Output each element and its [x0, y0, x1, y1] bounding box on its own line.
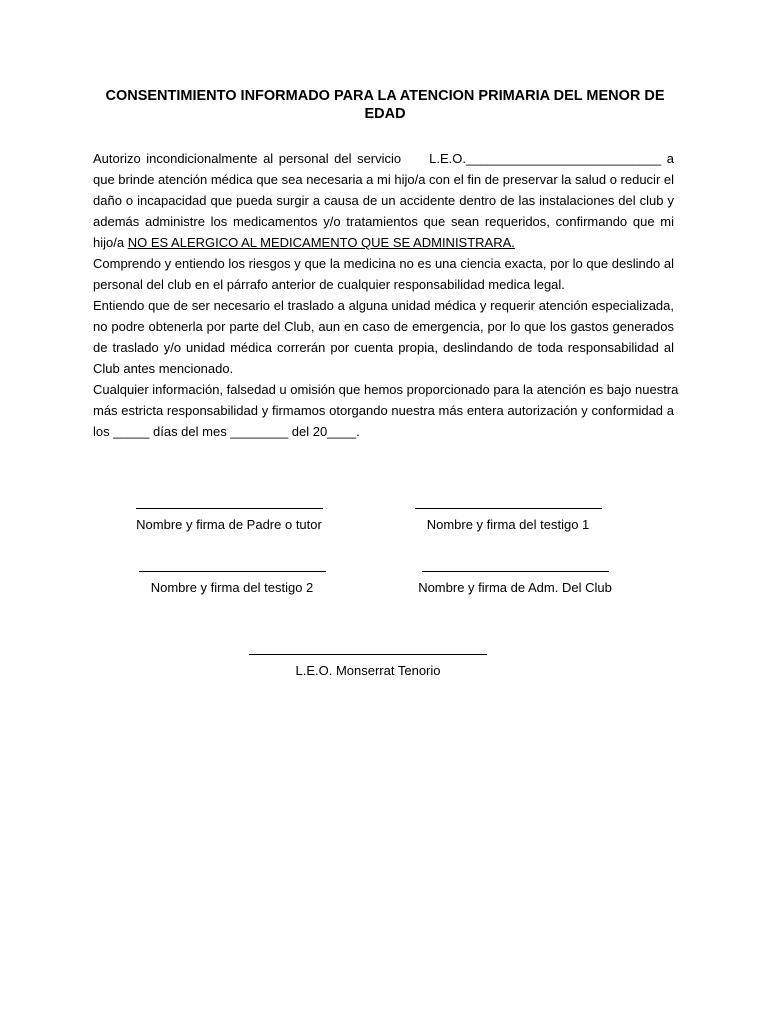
- authorization-line-1-end: a: [666, 151, 674, 166]
- understanding-line-1: Comprendo y entiendo los riesgos y que la medicina no es una ciencia exacta, por lo que deslindo al: [93, 256, 674, 271]
- signature-witness-1: [394, 508, 622, 532]
- authorization-line-5: [93, 232, 674, 253]
- document-body: [93, 148, 679, 442]
- signature-label-parent: Nombre y firma de Padre o tutor: [136, 517, 322, 532]
- authorization-line-5-prefix: hijo/a: [93, 235, 128, 250]
- document-title: CONSENTIMIENTO INFORMADO PARA LA ATENCION PRIMARIA DEL MENOR DE EDAD: [105, 88, 665, 122]
- transfer-line-1: Entiendo que de ser necesario el traslado a alguna unidad médica y requerir atención especializada,: [93, 298, 674, 313]
- signature-line: [249, 654, 487, 655]
- authorization-line-2: que brinde atención médica que sea necesaria a mi hijo/a con el fin de preservar la salud o reducir el: [93, 172, 675, 187]
- signature-label-witness-1: Nombre y firma del testigo 1: [426, 517, 590, 532]
- signature-parent: [115, 508, 343, 532]
- service-provider-blank: L.E.O.___________________________: [429, 151, 662, 166]
- signature-label-club-admin: Nombre y firma de Adm. Del Club: [418, 580, 612, 595]
- allergy-statement: NO ES ALERGICO AL MEDICAMENTO QUE SE ADMINISTRARA.: [127, 235, 515, 250]
- responsibility-line-1: Cualquier información, falsedad u omisión que hemos proporcionado para la atención es bajo nuestra: [93, 382, 679, 397]
- authorization-line-1: [93, 148, 674, 169]
- understanding-paragraph: [93, 253, 674, 295]
- transfer-line-4: Club antes mencionado.: [93, 361, 234, 376]
- authorization-line-1-start: Autorizo incondicionalmente al personal del servicio: [93, 151, 402, 166]
- transfer-paragraph: [93, 295, 674, 379]
- signature-label-nurse: L.E.O. Monserrat Tenorio: [295, 663, 441, 678]
- signature-nurse: [242, 654, 494, 678]
- authorization-line-3: daño o incapacidad que pueda surgir a causa de un accidente dentro de las instalaciones del club y: [93, 193, 674, 208]
- signature-line: [139, 571, 326, 572]
- signature-witness-2: [118, 571, 346, 595]
- signature-line: [136, 508, 323, 509]
- responsibility-paragraph: [93, 379, 679, 442]
- understanding-line-2: personal del club en el párrafo anterior de cualquier responsabilidad medica legal.: [93, 277, 565, 292]
- signature-label-witness-2: Nombre y firma del testigo 2: [150, 580, 314, 595]
- responsibility-line-2: más estricta responsabilidad y firmamos otorgando nuestra más entera autorización y conformidad a: [93, 403, 674, 418]
- signature-line: [422, 571, 609, 572]
- transfer-line-3: de traslado y/o unidad médica correrán por cuenta propia, deslindando de toda responsabilidad al: [93, 340, 674, 355]
- authorization-paragraph: [93, 148, 674, 253]
- authorization-line-4: además administre los medicamentos y/o tratamientos que sean requeridos, confirmando que mi: [93, 214, 674, 229]
- signature-club-admin: [396, 571, 634, 595]
- signature-line: [415, 508, 602, 509]
- date-line: los _____ días del mes ________ del 20____.: [93, 424, 360, 439]
- transfer-line-2: no podre obtenerla por parte del Club, aun en caso de emergencia, por lo que los gastos generados: [93, 319, 674, 334]
